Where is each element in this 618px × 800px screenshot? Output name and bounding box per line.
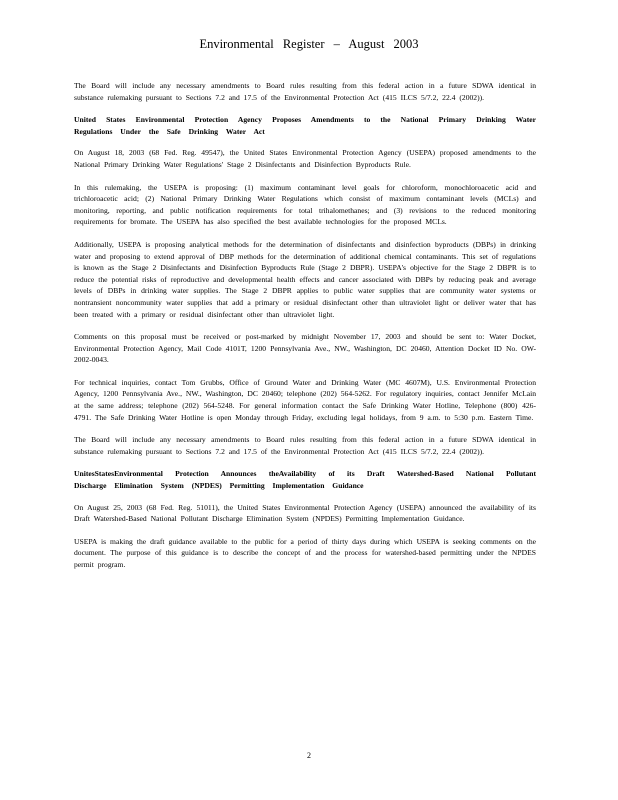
contacts-paragraph: For technical inquiries, contact Tom Grubbs, Office of Ground Water and Drinking Water (MC 4607M), U.S. Environmental Protection Agency, 1200 Pennsylvania Ave., NW., Washington, DC 20460; telephone (202) 564-5262. For regulatory inquiries, contact Jennifer McLain at the same address; telephone (202) 564-5248. For general information contact the Safe Drinking Water Hotline, Telephone (800) 426-4791. The Safe Drinking Water Hotline is open Monday through Friday, excluding legal holidays, from 9 a.m. to 5:30 p.m. Eastern Time. [74, 377, 536, 422]
npdes-announcement-paragraph: On August 25, 2003 (68 Fed. Reg. 51011), the United States Environmental Protection Agency (USEPA) announced the availability of its Draft Watershed-Based National Pollutant Discharge Elimination System (NPDES) Permitting Implementation Guidance. [74, 502, 536, 524]
board-amendments-paragraph-repeat: The Board will include any necessary amendments to Board rules resulting from this federal action in a future SDWA identical in substance rulemaking pursuant to Sections 7.2 and 17.5 of the Environmental Protection Act (415 ILCS 5/7.2, 22.4 (2002)). [74, 435, 536, 456]
npdes-comment-period-paragraph: USEPA is making the draft guidance available to the public for a period of thirty days during which USEPA is seeking comments on the document. The purpose of this guidance is to describe the concept of and the process for watershed-based permitting under the NPDES permit program. [74, 536, 536, 569]
page-number: 2 [307, 751, 311, 760]
document-body [74, 80, 536, 582]
page-header-title: Environmental Register – August 2003 [199, 37, 419, 51]
proposal-intro-paragraph: On August 18, 2003 (68 Fed. Reg. 49547), the United States Environmental Protection Agency (USEPA) proposed amendments to the National Primary Drinking Water Regulations' Stage 2 Disinfectants and Disinfection Byproducts Rule. [74, 148, 536, 169]
rulemaking-details-paragraph: In this rulemaking, the USEPA is proposing: (1) maximum contaminant level goals for chloroform, monochloroacetic acid and trichloroacetic acid; (2) National Primary Drinking Water Regulations which consist of maximum contaminant levels (MCLs) and monitoring, reporting, and public notification requirements for total trihalomethanes; and (3) revisions to the reduced monitoring requirements for bromate. The USEPA has also specified the best available technologies for the proposed MCLs. [74, 182, 536, 227]
analytical-methods-paragraph: Additionally, USEPA is proposing analytical methods for the determination of disinfectants and disinfection byproducts (DBPs) in drinking water and proposing to extend approval of DBP methods for the determination of additional chemical contaminants. This set of regulations is known as the Stage 2 Disinfectants and Disinfection Byproducts Rule (Stage 2 DBPR). USEPA's objective for the Stage 2 DBPR is to reduce the potential risks of reproductive and developmental health effects and cancer associated with DBPs by reducing peak and average levels of DBPs in drinking water supplies. The Stage 2 DBPR applies to public water supplies that are community water systems or nontransient noncommunity water supplies that add a primary or residual disinfectant other than ultraviolet light or deliver water that has been treated with a primary or residual disinfectant other than ultraviolet light. [74, 239, 536, 319]
comments-paragraph: Comments on this proposal must be received or post-marked by midnight November 17, 2003 and should be sent to: Water Docket, Environmental Protection Agency, Mail Code 4101T, 1200 Pennsylvania Ave., NW., Washington, DC 20460, Attention Docket ID No. OW-2002-0043. [74, 332, 536, 365]
section-heading-stage2-dbpr: United States Environmental Protection Agency Proposes Amendments to the National Primary Drinking Water Regulations Under the Safe Drinking Water Act [74, 115, 536, 136]
section-heading-npdes-guidance: UnitesStatesEnvironmental Protection Announces theAvailability of its Draft Watershed-Based National Pollutant Discharge Elimination System (NPDES) Permitting Implementation Guidance [74, 469, 536, 491]
board-amendments-paragraph: The Board will include any necessary amendments to Board rules resulting from this federal action in a future SDWA identical in substance rulemaking pursuant to Sections 7.2 and 17.5 of the Environmental Protection Act (415 ILCS 5/7.2, 22.4 (2002)). [74, 81, 536, 102]
